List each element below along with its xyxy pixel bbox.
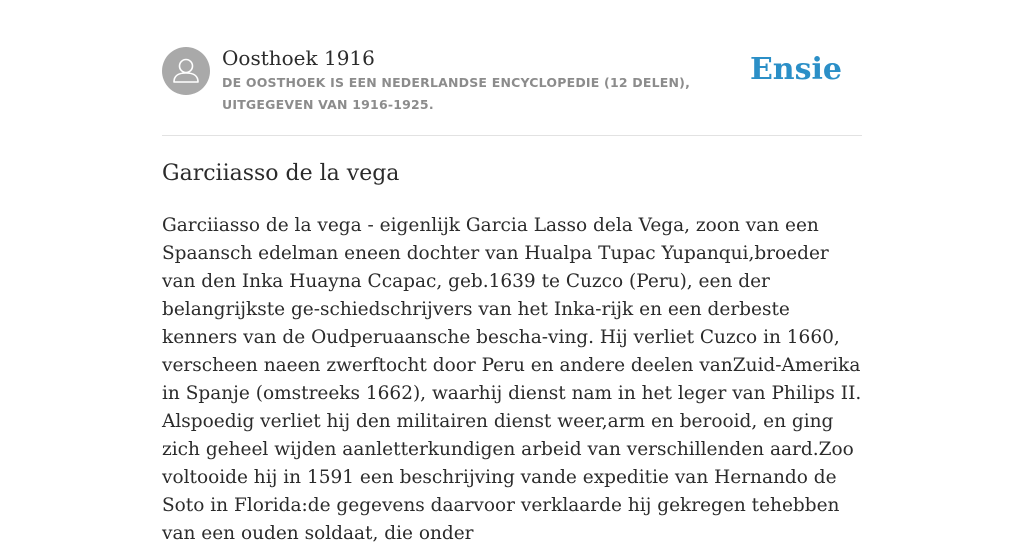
article-title: Garciiasso de la vega [162,161,400,186]
source-name[interactable]: Oosthoek 1916 [222,46,375,70]
source-description: DE OOSTHOEK IS EEN NEDERLANDSE ENCYCLOPEDIE (12 DELEN), UITGEGEVEN VAN 1916-1925. [222,75,691,112]
user-silhouette-icon [162,47,210,95]
source-avatar[interactable] [162,47,210,95]
ensie-logo[interactable]: Ensie [749,52,842,87]
article-body: Garciiasso de la vega - eigenlijk Garcia Lasso dela Vega, zoon van een Spaansch edelman eneen dochter van Hualpa Tupac Yupanqui,broeder van den Inka Huayna Ccapac, geb.1639 te Cuzco (Peru), een der belangrijkste ge-schiedschrijvers van het Inka-rijk en een derbeste kenners van de Oudperuaansche bescha-ving. Hij verliet Cuzco in 1660, verscheen naeen zwerftocht door Peru en andere deelen vanZuid-Amerika in Spanje (omstreeks 1662), waarhij dienst nam in het leger van Philips II. Alspoedig verliet hij den militairen dienst weer,arm en berooid, en ging zich geheel wijden aanletterkundigen arbeid van verschillenden aard.Zoo voltooide hij in 1591 een beschrijving vande expeditie van Hernando de Soto in Florida:de gegevens daarvoor verklaarde hij gekregen tehebben van een ouden soldaat, die onder [162,215,862,544]
source-header [162,44,862,136]
